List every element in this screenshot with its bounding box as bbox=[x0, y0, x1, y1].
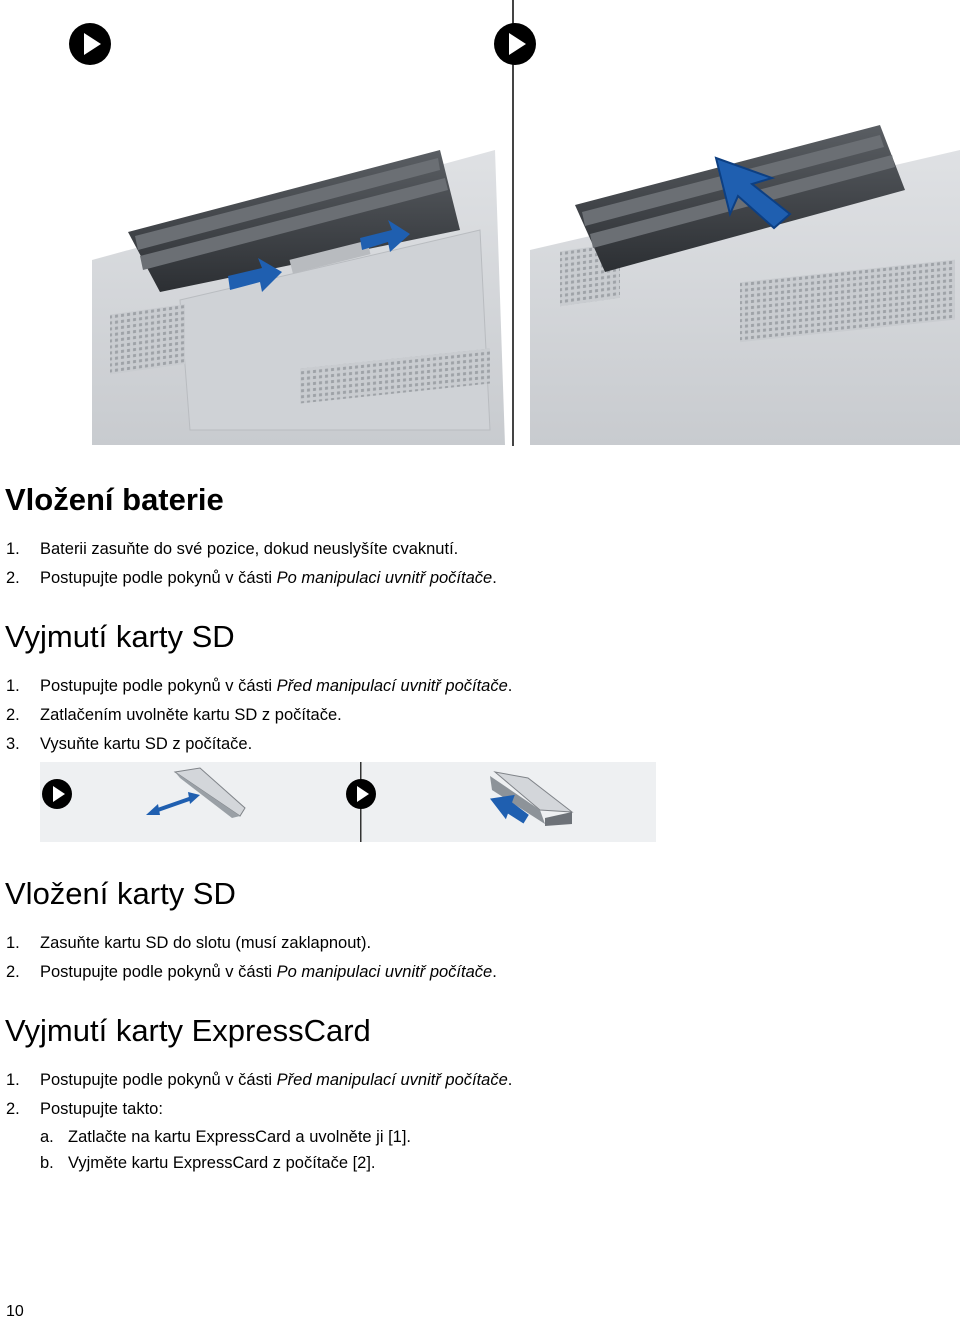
list-subitem: b. Vyjměte kartu ExpressCard z počítače [2]. bbox=[40, 1154, 376, 1172]
list-item: 1. Postupujte podle pokynů v části Před manipulací uvnitř počítače. bbox=[6, 677, 513, 695]
battery-svg bbox=[0, 0, 960, 446]
section-title-remove-sd: Vyjmutí karty SD bbox=[5, 619, 235, 654]
reference-link: Po manipulaci uvnitř počítače bbox=[276, 963, 493, 981]
play-icon bbox=[494, 23, 536, 65]
list-item: 3. Vysuňte kartu SD z počítače. bbox=[6, 735, 253, 753]
list-item: 2. Postupujte podle pokynů v části Po manipulaci uvnitř počítače. bbox=[6, 963, 497, 981]
list-subitem: a. Zatlačte na kartu ExpressCard a uvolněte ji [1]. bbox=[40, 1128, 412, 1146]
play-icon bbox=[42, 779, 72, 809]
play-icon bbox=[69, 23, 111, 65]
list-item: 2. Postupujte takto: bbox=[6, 1100, 163, 1118]
sd-card-illustration bbox=[40, 762, 656, 842]
section-title-remove-expresscard: Vyjmutí karty ExpressCard bbox=[5, 1013, 371, 1048]
list-item: 1. Baterii zasuňte do své pozice, dokud neuslyšíte cvaknutí. bbox=[6, 540, 459, 558]
section-title-insert-sd: Vložení karty SD bbox=[5, 876, 236, 911]
list-item: 1. Zasuňte kartu SD do slotu (musí zaklapnout). bbox=[6, 934, 372, 952]
battery-illustration bbox=[0, 0, 960, 446]
play-icon bbox=[346, 779, 376, 809]
list-item: 2. Zatlačením uvolněte kartu SD z počítače. bbox=[6, 706, 342, 724]
reference-link: Před manipulací uvnitř počítače bbox=[276, 677, 508, 695]
list-item: 2. Postupujte podle pokynů v části Po manipulaci uvnitř počítače. bbox=[6, 569, 497, 587]
list-item: 1. Postupujte podle pokynů v části Před manipulací uvnitř počítače. bbox=[6, 1071, 513, 1089]
reference-link: Před manipulací uvnitř počítače bbox=[276, 1071, 508, 1089]
page-number: 10 bbox=[6, 1303, 24, 1320]
reference-link: Po manipulaci uvnitř počítače bbox=[276, 569, 493, 587]
section-title-insert-battery: Vložení baterie bbox=[5, 482, 224, 517]
